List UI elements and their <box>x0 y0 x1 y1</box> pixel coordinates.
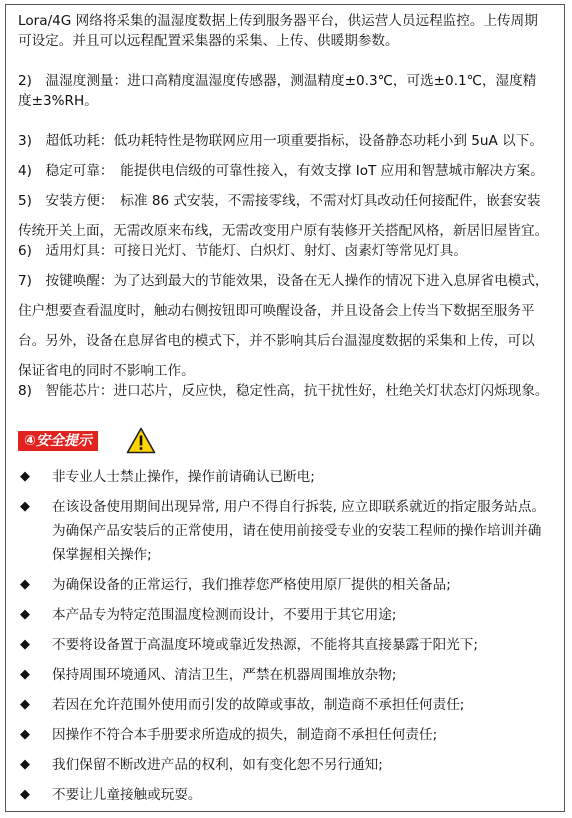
diamond-bullet-icon: ◆ <box>20 607 30 622</box>
text-line: 我们保留不断改进产品的权利，如有变化恕不另行通知; <box>52 757 383 773</box>
list-item <box>18 693 558 717</box>
list-item <box>18 663 558 687</box>
list-item <box>18 753 558 777</box>
diamond-bullet-icon: ◆ <box>20 787 30 802</box>
feature-wake-button <box>18 271 558 381</box>
text-line: 不要将设备置于高温度环境或靠近发热源，不能将其直接暴露于阳光下; <box>52 637 478 653</box>
list-item <box>18 495 558 567</box>
diamond-bullet-icon: ◆ <box>20 499 30 514</box>
text-line: 不要让儿童接触或玩耍。 <box>52 787 202 803</box>
text-line: 保掌握相关操作; <box>52 547 152 563</box>
diamond-bullet-icon: ◆ <box>20 727 30 742</box>
text-line: 5) 安装方便： 标准 86 式安装，不需接零线，不需对灯具改动任何接配件，嵌套安装 <box>18 193 541 209</box>
list-item <box>18 603 558 627</box>
diamond-bullet-icon: ◆ <box>20 469 30 484</box>
list-item <box>18 723 558 747</box>
text-line: 保证省电的同时不影响工作。 <box>18 363 195 379</box>
list-item <box>18 783 558 807</box>
feature-reliability <box>18 161 558 181</box>
list-item <box>18 573 558 597</box>
text-line: 因操作不符合本手册要求所造成的损失，制造商不承担任何责任; <box>52 727 438 743</box>
text-line: 4) 稳定可靠： 能提供电信级的可靠性接入，有效支撑 IoT 应用和智慧城市解决方案。 <box>18 163 544 179</box>
safety-list <box>18 465 558 813</box>
warning-triangle-icon <box>126 427 156 454</box>
feature-installation <box>18 191 558 241</box>
text-line: 为确保产品安装后的正常使用，请在使用前接受专业的安装工程师的操作培训并确 <box>52 523 542 539</box>
document-page <box>5 4 565 812</box>
text-line: 7) 按键唤醒：为了达到最大的节能效果，设备在无人操作的情况下进入息屏省电模式， <box>18 273 549 289</box>
text-line: 本产品专为特定范围温度检测而设计，不要用于其它用途; <box>52 607 397 623</box>
text-line: 在该设备使用期间出现异常, 用户不得自行拆装, 应立即联系就近的指定服务站点。 <box>52 499 546 515</box>
text-line: 2) 温湿度测量：进口高精度温湿度传感器，测温精度±0.3℃，可选±0.1℃，湿度精 <box>18 73 537 89</box>
list-item <box>18 633 558 657</box>
text-line: 8) 智能芯片：进口芯片，反应快，稳定性高，抗干扰性好，杜绝关灯状态灯闪烁现象。 <box>18 383 549 399</box>
text-line: 非专业人士禁止操作，操作前请确认已断电; <box>52 469 315 485</box>
text-line: 保持周围环境通风、清洁卫生，严禁在机器周围堆放杂物; <box>52 667 397 683</box>
intro-paragraph <box>18 11 558 51</box>
diamond-bullet-icon: ◆ <box>20 667 30 682</box>
text-line: Lora/4G 网络将采集的温湿度数据上传到服务器平台，供运营人员远程监控。上传周期 <box>18 13 538 29</box>
text-line: 若因在允许范围外使用而引发的故障或事故，制造商不承担任何责任; <box>52 697 465 713</box>
feature-low-power <box>18 131 558 151</box>
text-line: 3) 超低功耗：低功耗特性是物联网应用一项重要指标，设备静态功耗小到 5uA 以下。 <box>18 133 543 149</box>
diamond-bullet-icon: ◆ <box>20 757 30 772</box>
diamond-bullet-icon: ◆ <box>20 637 30 652</box>
text-line: 度±3%RH。 <box>18 93 98 109</box>
text-line: 6) 适用灯具：可接日光灯、节能灯、白炽灯、射灯、卤素灯等常见灯具。 <box>18 243 467 259</box>
feature-smart-chip <box>18 381 558 401</box>
list-item <box>18 465 558 489</box>
text-line: 可设定。并且可以远程配置采集器的采集、上传、供暖期参数。 <box>18 33 399 49</box>
safety-title-badge: ④安全提示 <box>18 431 98 451</box>
feature-temperature-measurement <box>18 71 558 111</box>
text-line: 台。另外，设备在息屏省电的模式下，并不影响其后台温湿度数据的采集和上传，可以 <box>18 333 535 349</box>
diamond-bullet-icon: ◆ <box>20 697 30 712</box>
feature-lamps <box>18 241 558 261</box>
text-line: 为确保设备的正常运行，我们推荐您严格使用原厂提供的相关备品; <box>52 577 451 593</box>
text-line: 住户想要查看温度时，触动右侧按钮即可唤醒设备，并且设备会上传当下数据至服务平 <box>18 303 535 319</box>
text-line: 传统开关上面，无需改原来布线，无需改变用户原有装修开关搭配风格，新居旧屋皆宜。 <box>18 223 549 239</box>
diamond-bullet-icon: ◆ <box>20 577 30 592</box>
